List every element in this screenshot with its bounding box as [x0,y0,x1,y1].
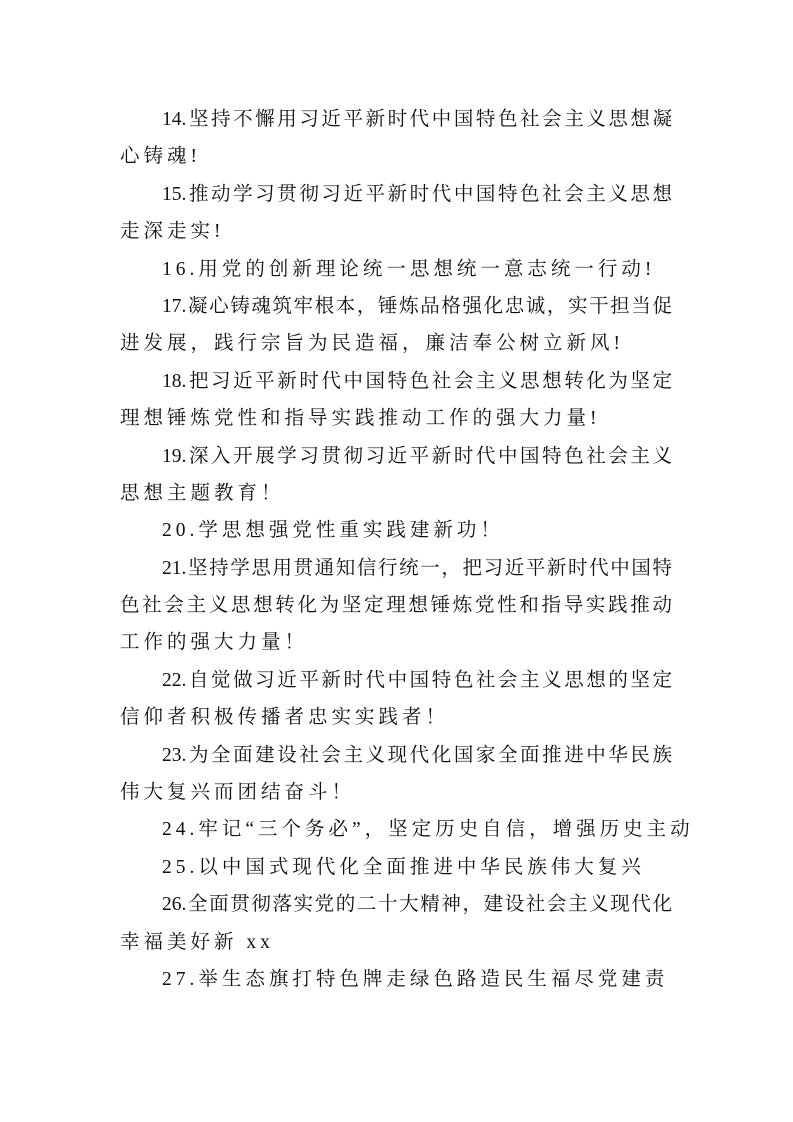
document-page [0,101,793,998]
slogan-line-numbered: 21.坚持学思用贯通知信行统一，把习近平新时代中国特 [162,557,672,579]
slogan-line-continuation: 伟大复兴而团结奋斗！ [120,782,356,804]
slogan-line-numbered: 16.用党的创新理论统一思想统一意志统一行动! [162,258,656,280]
slogan-line-numbered: 14.坚持不懈用习近平新时代中国特色社会主义思想凝 [162,109,672,130]
slogan-paragraph [0,961,793,998]
slogan-line-continuation: 工作的强大力量！ [120,632,309,654]
slogan-line-numbered: 24.牢记“三个务必”，坚定历史自信，增强历史主动 [162,819,694,841]
slogan-line-numbered: 18.把习近平新时代中国特色社会主义思想转化为坚定 [162,370,672,392]
slogan-paragraph [0,811,793,848]
slogan-paragraph [0,512,793,549]
slogan-line-numbered: 27.举生态旗打特色牌走绿色路造民生福尽党建责 [162,968,669,990]
slogan-paragraph [0,176,793,251]
slogan-paragraph [0,737,793,812]
slogan-line-numbered: 22.自觉做习近平新时代中国特色社会主义思想的坚定 [162,669,672,691]
slogan-line-numbered: 20.学思想强党性重实践建新功！ [162,520,504,542]
slogan-paragraph [0,849,793,886]
slogan-paragraph [0,101,793,176]
slogan-line-numbered: 25.以中国式现代化全面推进中华民族伟大复兴 [162,856,645,878]
slogan-line-numbered: 23.为全面建设社会主义现代化国家全面推进中华民族 [162,744,672,766]
slogan-paragraph [0,251,793,288]
slogan-line-continuation: 心铸魂! [120,146,201,168]
slogan-paragraph [0,886,793,961]
slogan-line-continuation: 走深走实! [120,221,225,243]
slogan-line-numbered: 19.深入开展学习贯彻习近平新时代中国特色社会主义 [162,445,672,467]
slogan-line-numbered: 26.全面贯彻落实党的二十大精神，建设社会主义现代化 [162,894,672,916]
slogan-paragraph [0,363,793,438]
slogan-line-continuation: 进发展，践行宗旨为民造福，廉洁奉公树立新风! [120,333,624,355]
slogan-paragraph [0,288,793,363]
slogan-paragraph [0,662,793,737]
slogan-line-continuation: 幸福美好新 xx [120,931,274,953]
slogan-line-continuation: 理想锤炼党性和指导实践推动工作的强大力量! [120,408,601,430]
slogan-line-numbered: 15.推动学习贯彻习近平新时代中国特色社会主义思想 [162,183,672,205]
slogan-line-continuation: 思想主题教育！ [120,482,285,504]
slogan-line-continuation: 色社会主义思想转化为坚定理想锤炼党性和指导实践推动 [120,595,672,617]
slogan-line-numbered: 17.凝心铸魂筑牢根本，锤炼品格强化忠诚，实干担当促 [162,295,672,317]
slogan-paragraph [0,550,793,662]
slogan-paragraph [0,438,793,513]
slogan-line-continuation: 信仰者积极传播者忠实实践者！ [120,707,450,729]
